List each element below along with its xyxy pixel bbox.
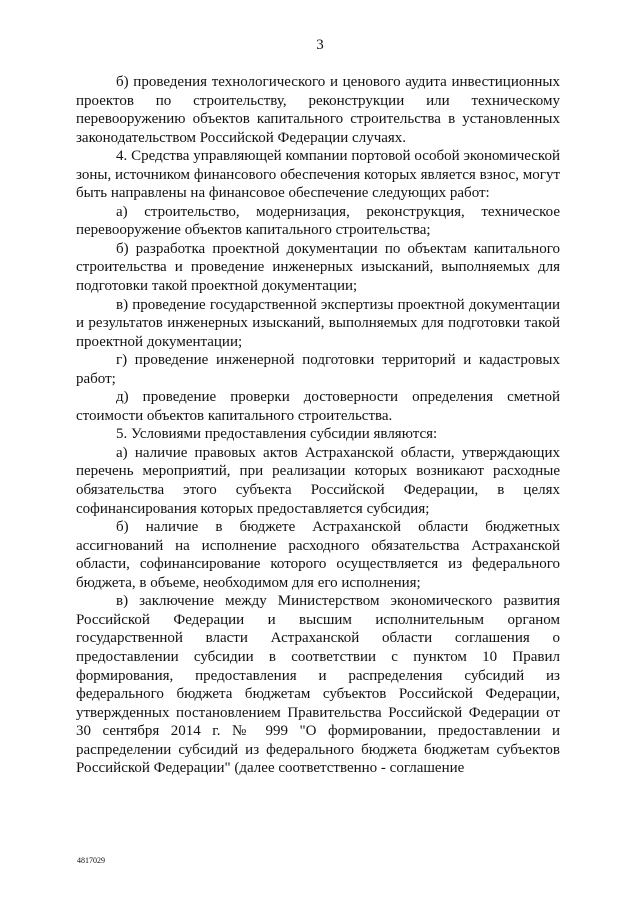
paragraph-a-construction: а) строительство, модернизация, реконструкция, техническое перевооружение объектов капитального строительства; <box>76 203 560 239</box>
paragraph-v-agreement: в) заключение между Министерством экономического развития Российской Федерации и высшим исполнительным органом государственной власти Астраханской области соглашения о предоставлении субсидии в соответствии с пунктом 10 Правил формирования, предоставления и распределения субсидий из федерального бюджета бюджетам субъектов Российской Федерации, утвержденных постановлением Правительства Российской Федерации от 30 сентября 2014 г. № 999 "О формировании, предоставлении и распределении субсидий из федерального бюджета бюджетам субъектов Российской Федерации" (далее соответственно - соглашение <box>76 593 560 777</box>
paragraph-b-audit: б) проведения технологического и ценового аудита инвестиционных проектов по строительству, реконструкции или техническому перевооружению объектов капитального строительства в установленных законодательством Российской Федерации случаях. <box>76 74 560 146</box>
paragraph-v-expertise: в) проведение государственной экспертизы проектной документации и результатов инженерных изысканий, выполняемых для подготовки такой проектной документации; <box>76 296 560 350</box>
document-code: 4817029 <box>77 856 105 865</box>
paragraph-4-funds: 4. Средства управляющей компании портовой особой экономической зоны, источником финансового обеспечения которых является взнос, могут быть направлены на финансовое обеспечение следующих работ: <box>76 148 560 202</box>
paragraph-b-project-docs: б) разработка проектной документации по объектам капитального строительства и проведение инженерных изысканий, выполняемых для подготовки такой проектной документации; <box>76 240 560 295</box>
page-number: 3 <box>316 37 324 53</box>
paragraph-d-cost-check: д) проведение проверки достоверности определения сметной стоимости объектов капитального строительства. <box>76 389 560 424</box>
document-body <box>76 73 560 778</box>
paragraph-g-engineering: г) проведение инженерной подготовки территорий и кадастровых работ; <box>76 352 560 387</box>
paragraph-5-conditions: 5. Условиями предоставления субсидии являются: <box>116 426 438 443</box>
paragraph-a-legal-acts: а) наличие правовых актов Астраханской области, утверждающих перечень мероприятий, при реализации которых возникают расходные обязательства этого субъекта Российской Федерации, в целях софинансирования которых предоставляется субсидия; <box>76 444 560 517</box>
paragraph-b-budget: б) наличие в бюджете Астраханской области бюджетных ассигнований на исполнение расходного обязательства Астраханской области, софинансирование которого осуществляется из федерального бюджета, в объеме, необходимом для его исполнения; <box>76 519 560 591</box>
